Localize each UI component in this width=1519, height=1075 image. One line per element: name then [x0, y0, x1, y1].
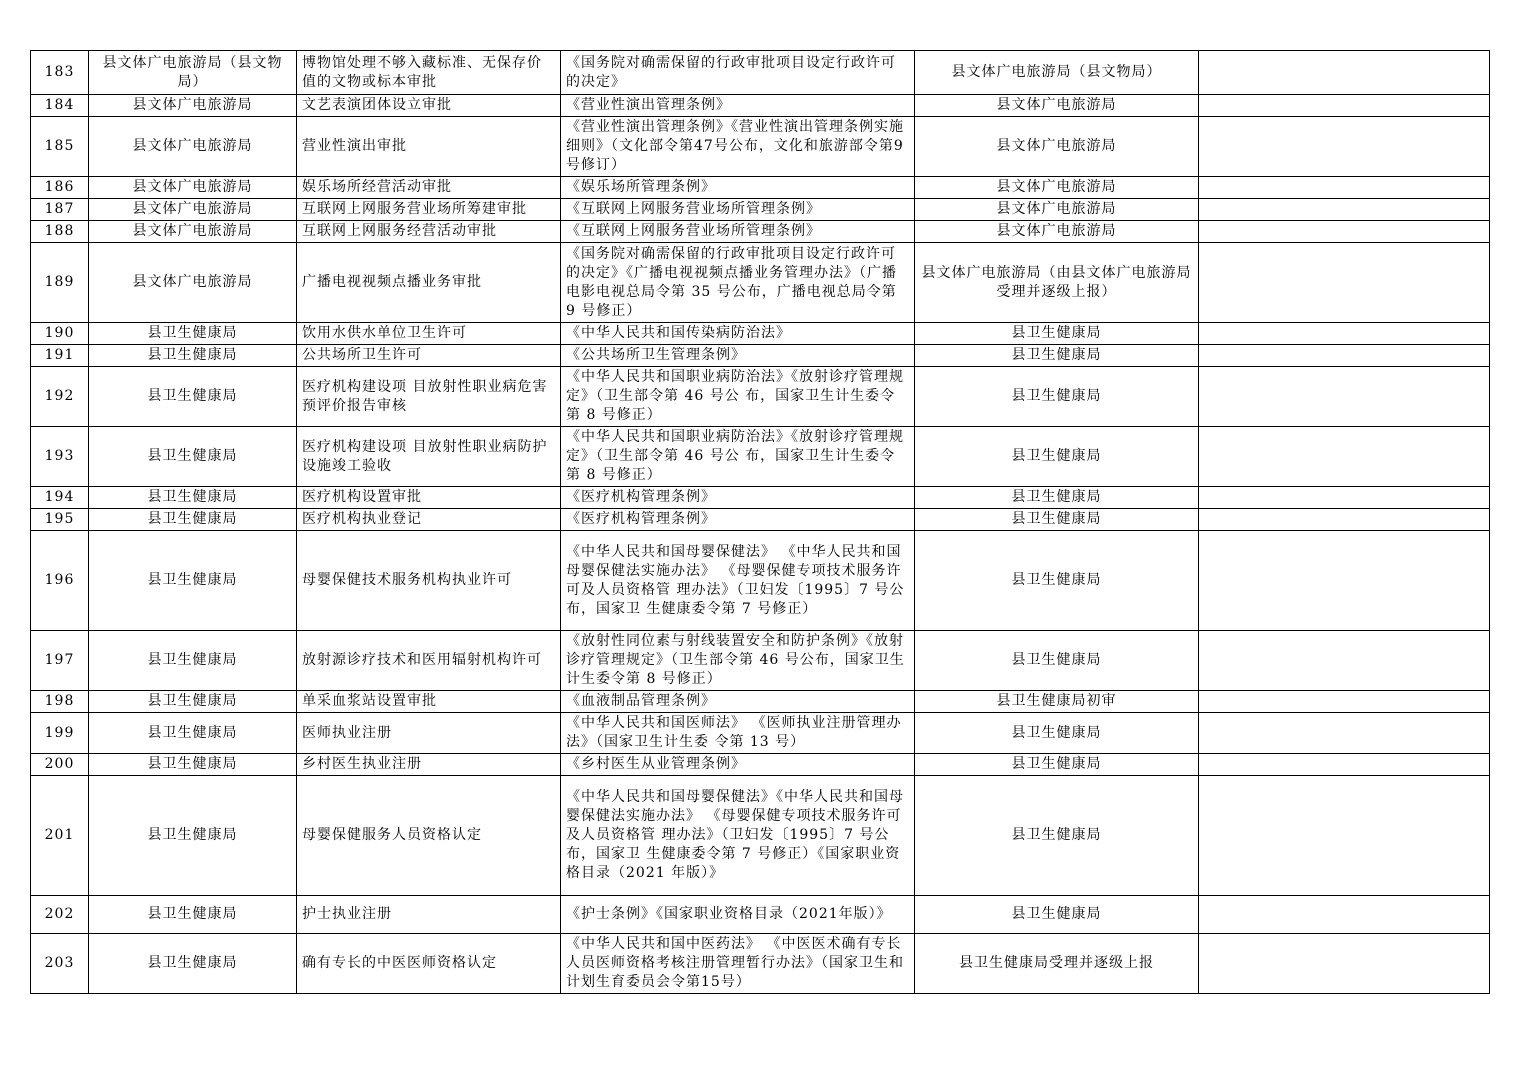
legal-basis-cell: 《乡村医生从业管理条例》 — [561, 754, 915, 776]
item-name-cell: 护士执业注册 — [297, 896, 561, 934]
department-cell: 县卫生健康局 — [89, 713, 297, 754]
table-row — [31, 631, 1490, 691]
department-cell: 县文体广电旅游局 — [89, 199, 297, 221]
department-cell: 县卫生健康局 — [89, 323, 297, 345]
department-cell: 县文体广电旅游局 — [89, 177, 297, 199]
item-name-cell: 文艺表演团体设立审批 — [297, 95, 561, 117]
table-row — [31, 896, 1490, 934]
row-number: 198 — [31, 691, 89, 713]
legal-basis-cell: 《互联网上网服务营业场所管理条例》 — [561, 199, 915, 221]
legal-basis-cell: 《中华人民共和国传染病防治法》 — [561, 323, 915, 345]
legal-basis-cell: 《国务院对确需保留的行政审批项目设定行政许可的决定》 — [561, 51, 915, 95]
item-name-cell: 确有专长的中医医师资格认定 — [297, 934, 561, 994]
legal-basis-cell: 《中华人民共和国母婴保健法》 《中华人民共和国母婴保健法实施办法》 《母婴保健专项技术服务许可及人员资格管 理办法》（卫妇发〔1995〕7 号公布，国家卫 生健康委令第 7 号修正） — [561, 531, 915, 631]
implementing-org-cell: 县卫生健康局 — [915, 367, 1199, 427]
table-row — [31, 51, 1490, 95]
row-number: 195 — [31, 509, 89, 531]
table-row — [31, 199, 1490, 221]
implementing-org-cell: 县文体广电旅游局 — [915, 177, 1199, 199]
row-number: 192 — [31, 367, 89, 427]
row-number: 196 — [31, 531, 89, 631]
remarks-cell — [1199, 934, 1490, 994]
table-row — [31, 117, 1490, 177]
legal-basis-cell: 《中华人民共和国职业病防治法》《放射诊疗管理规定》（卫生部令第 46 号公 布，国家卫生计生委令第 8 号修正） — [561, 427, 915, 487]
remarks-cell — [1199, 487, 1490, 509]
implementing-org-cell: 县文体广电旅游局（县文物局） — [915, 51, 1199, 95]
table-row — [31, 934, 1490, 994]
implementing-org-cell: 县卫生健康局 — [915, 713, 1199, 754]
department-cell: 县卫生健康局 — [89, 531, 297, 631]
department-cell: 县卫生健康局 — [89, 427, 297, 487]
implementing-org-cell: 县卫生健康局 — [915, 345, 1199, 367]
remarks-cell — [1199, 427, 1490, 487]
table-row — [31, 754, 1490, 776]
implementing-org-cell: 县文体广电旅游局 — [915, 199, 1199, 221]
department-cell: 县卫生健康局 — [89, 754, 297, 776]
legal-basis-cell: 《营业性演出管理条例》《营业性演出管理条例实施细则》（文化部令第47号公布，文化和旅游部令第9号修订） — [561, 117, 915, 177]
implementing-org-cell: 县卫生健康局 — [915, 896, 1199, 934]
legal-basis-cell: 《医疗机构管理条例》 — [561, 509, 915, 531]
row-number: 203 — [31, 934, 89, 994]
department-cell: 县卫生健康局 — [89, 896, 297, 934]
item-name-cell: 营业性演出审批 — [297, 117, 561, 177]
item-name-cell: 医疗机构设置审批 — [297, 487, 561, 509]
table-row — [31, 345, 1490, 367]
department-cell: 县卫生健康局 — [89, 487, 297, 509]
row-number: 185 — [31, 117, 89, 177]
legal-basis-cell: 《国务院对确需保留的行政审批项目设定行政许可的决定》《广播电视视频点播业务管理办法》（广播电影电视总局令第 35 号公布，广播电视总局令第 9 号修正） — [561, 243, 915, 323]
table-row — [31, 487, 1490, 509]
item-name-cell: 医疗机构执业登记 — [297, 509, 561, 531]
document-page — [30, 50, 1489, 994]
item-name-cell: 母婴保健技术服务机构执业许可 — [297, 531, 561, 631]
remarks-cell — [1199, 51, 1490, 95]
table-row — [31, 531, 1490, 631]
implementing-org-cell: 县文体广电旅游局 — [915, 221, 1199, 243]
implementing-org-cell: 县卫生健康局 — [915, 631, 1199, 691]
department-cell: 县文体广电旅游局 — [89, 243, 297, 323]
remarks-cell — [1199, 531, 1490, 631]
department-cell: 县卫生健康局 — [89, 691, 297, 713]
row-number: 187 — [31, 199, 89, 221]
table-row — [31, 691, 1490, 713]
remarks-cell — [1199, 754, 1490, 776]
department-cell: 县文体广电旅游局 — [89, 117, 297, 177]
implementing-org-cell: 县文体广电旅游局（由县文体广电旅游局受理并逐级上报） — [915, 243, 1199, 323]
department-cell: 县卫生健康局 — [89, 367, 297, 427]
row-number: 193 — [31, 427, 89, 487]
remarks-cell — [1199, 177, 1490, 199]
item-name-cell: 医疗机构建设项 目放射性职业病危害预评价报告审核 — [297, 367, 561, 427]
remarks-cell — [1199, 367, 1490, 427]
implementing-org-cell: 县卫生健康局 — [915, 776, 1199, 896]
implementing-org-cell: 县卫生健康局 — [915, 509, 1199, 531]
remarks-cell — [1199, 713, 1490, 754]
item-name-cell: 博物馆处理不够入藏标准、无保存价值的文物或标本审批 — [297, 51, 561, 95]
legal-basis-cell: 《中华人民共和国中医药法》 《中医医术确有专长人员医师资格考核注册管理暂行办法》（国家卫生和计划生育委员会令第15号） — [561, 934, 915, 994]
table-row — [31, 427, 1490, 487]
legal-basis-cell: 《放射性同位素与射线装置安全和防护条例》《放射诊疗管理规定》（卫生部令第 46 号公布，国家卫生计生委令第 8 号修正） — [561, 631, 915, 691]
remarks-cell — [1199, 345, 1490, 367]
remarks-cell — [1199, 509, 1490, 531]
table-row — [31, 776, 1490, 896]
row-number: 183 — [31, 51, 89, 95]
remarks-cell — [1199, 221, 1490, 243]
department-cell: 县文体广电旅游局 — [89, 95, 297, 117]
implementing-org-cell: 县卫生健康局 — [915, 487, 1199, 509]
item-name-cell: 互联网上网服务经营活动审批 — [297, 221, 561, 243]
remarks-cell — [1199, 243, 1490, 323]
remarks-cell — [1199, 199, 1490, 221]
department-cell: 县卫生健康局 — [89, 509, 297, 531]
remarks-cell — [1199, 896, 1490, 934]
implementing-org-cell: 县文体广电旅游局 — [915, 95, 1199, 117]
department-cell: 县卫生健康局 — [89, 934, 297, 994]
remarks-cell — [1199, 117, 1490, 177]
legal-basis-cell: 《互联网上网服务营业场所管理条例》 — [561, 221, 915, 243]
implementing-org-cell: 县卫生健康局初审 — [915, 691, 1199, 713]
department-cell: 县文体广电旅游局 — [89, 221, 297, 243]
table-row — [31, 713, 1490, 754]
approval-items-table — [30, 50, 1490, 994]
legal-basis-cell: 《娱乐场所管理条例》 — [561, 177, 915, 199]
department-cell: 县卫生健康局 — [89, 345, 297, 367]
remarks-cell — [1199, 95, 1490, 117]
row-number: 199 — [31, 713, 89, 754]
legal-basis-cell: 《公共场所卫生管理条例》 — [561, 345, 915, 367]
row-number: 197 — [31, 631, 89, 691]
implementing-org-cell: 县卫生健康局 — [915, 754, 1199, 776]
legal-basis-cell: 《中华人民共和国母婴保健法》《中华人民共和国母婴保健法实施办法》 《母婴保健专项技术服务许可及人员资格管 理办法》（卫妇发〔1995〕7 号公布，国家卫 生健康委令第 7 号修正）《国家职业资格目录（2021 年版）》 — [561, 776, 915, 896]
item-name-cell: 单采血浆站设置审批 — [297, 691, 561, 713]
item-name-cell: 医师执业注册 — [297, 713, 561, 754]
legal-basis-cell: 《中华人民共和国职业病防治法》《放射诊疗管理规定》（卫生部令第 46 号公 布，国家卫生计生委令第 8 号修正） — [561, 367, 915, 427]
row-number: 186 — [31, 177, 89, 199]
implementing-org-cell: 县卫生健康局受理并逐级上报 — [915, 934, 1199, 994]
row-number: 191 — [31, 345, 89, 367]
legal-basis-cell: 《护士条例》《国家职业资格目录（2021年版）》 — [561, 896, 915, 934]
table-row — [31, 323, 1490, 345]
row-number: 188 — [31, 221, 89, 243]
item-name-cell: 医疗机构建设项 目放射性职业病防护设施竣工验收 — [297, 427, 561, 487]
legal-basis-cell: 《医疗机构管理条例》 — [561, 487, 915, 509]
implementing-org-cell: 县卫生健康局 — [915, 427, 1199, 487]
table-row — [31, 95, 1490, 117]
row-number: 184 — [31, 95, 89, 117]
table-row — [31, 509, 1490, 531]
implementing-org-cell: 县卫生健康局 — [915, 323, 1199, 345]
department-cell: 县文体广电旅游局（县文物局） — [89, 51, 297, 95]
item-name-cell: 公共场所卫生许可 — [297, 345, 561, 367]
item-name-cell: 互联网上网服务营业场所筹建审批 — [297, 199, 561, 221]
remarks-cell — [1199, 691, 1490, 713]
legal-basis-cell: 《中华人民共和国医师法》 《医师执业注册管理办法》（国家卫生计生委 令第 13 号） — [561, 713, 915, 754]
implementing-org-cell: 县文体广电旅游局 — [915, 117, 1199, 177]
table-row — [31, 221, 1490, 243]
legal-basis-cell: 《营业性演出管理条例》 — [561, 95, 915, 117]
item-name-cell: 娱乐场所经营活动审批 — [297, 177, 561, 199]
table-row — [31, 367, 1490, 427]
remarks-cell — [1199, 631, 1490, 691]
item-name-cell: 乡村医生执业注册 — [297, 754, 561, 776]
row-number: 200 — [31, 754, 89, 776]
remarks-cell — [1199, 323, 1490, 345]
item-name-cell: 广播电视视频点播业务审批 — [297, 243, 561, 323]
table-row — [31, 177, 1490, 199]
row-number: 201 — [31, 776, 89, 896]
department-cell: 县卫生健康局 — [89, 631, 297, 691]
item-name-cell: 放射源诊疗技术和医用辐射机构许可 — [297, 631, 561, 691]
item-name-cell: 饮用水供水单位卫生许可 — [297, 323, 561, 345]
department-cell: 县卫生健康局 — [89, 776, 297, 896]
row-number: 190 — [31, 323, 89, 345]
row-number: 194 — [31, 487, 89, 509]
table-row — [31, 243, 1490, 323]
row-number: 202 — [31, 896, 89, 934]
implementing-org-cell: 县卫生健康局 — [915, 531, 1199, 631]
legal-basis-cell: 《血液制品管理条例》 — [561, 691, 915, 713]
row-number: 189 — [31, 243, 89, 323]
item-name-cell: 母婴保健服务人员资格认定 — [297, 776, 561, 896]
remarks-cell — [1199, 776, 1490, 896]
